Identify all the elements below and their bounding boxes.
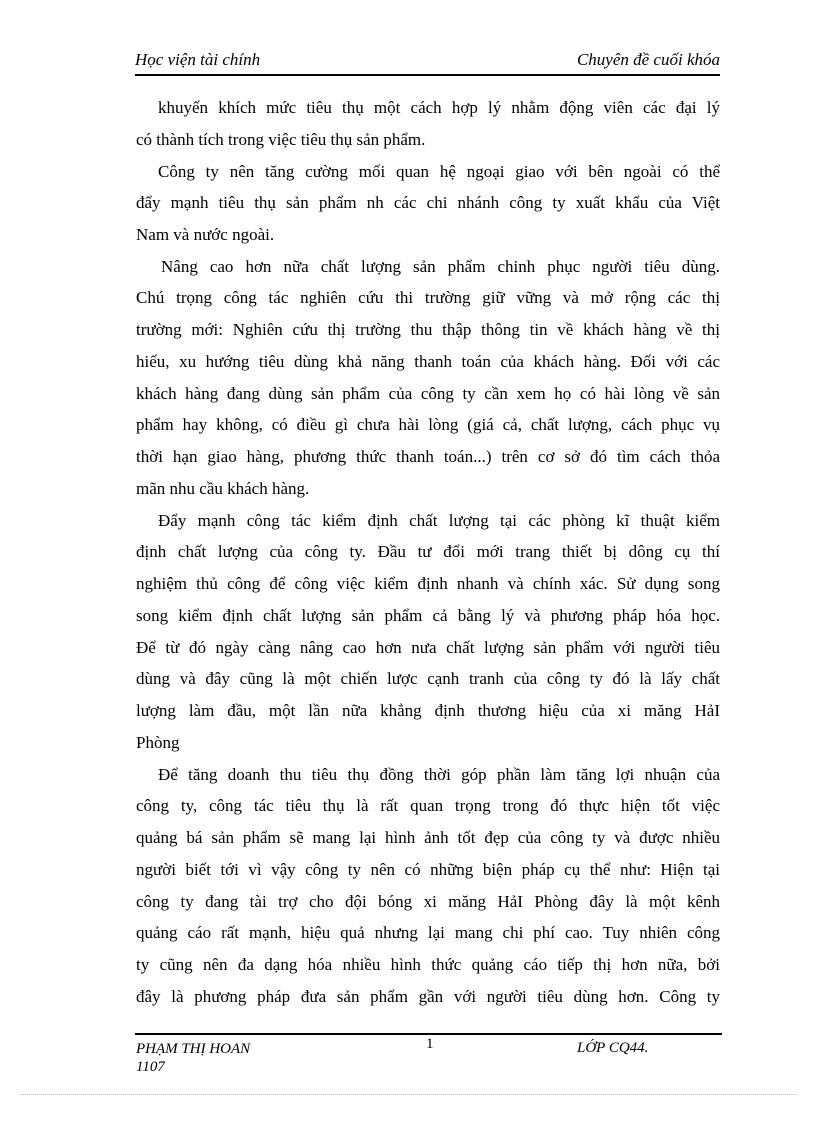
text-line: người biết tới vì vậy công ty nên có những biện pháp cụ thể như: Hiện tại (136, 860, 720, 879)
text-line: Công ty nên tăng cường mối quan hệ ngoại giao với bên ngoài có thể (158, 162, 720, 181)
text-line: đẩy mạnh tiêu thụ sản phẩm nh các chi nhánh công ty xuất khẩu của Việt (136, 193, 720, 212)
page-header (135, 48, 720, 76)
text-line: quảng cáo rất mạnh, hiệu quả nhưng lại mang chi phí cao. Tuy nhiên công (136, 923, 720, 942)
text-line: quảng bá sản phẩm sẽ mang lại hình ảnh tốt đẹp của công ty và được nhiều (136, 828, 720, 847)
text-line: ty cũng nên đa dạng hóa nhiều hình thức quảng cáo tiếp thị hơn nữa, bởi (136, 955, 720, 974)
text-line: Nam và nước ngoài. (136, 225, 275, 244)
text-line: Nâng cao hơn nữa chất lượng sản phẩm chinh phục người tiêu dùng. (161, 257, 720, 276)
text-line: khuyến khích mức tiêu thụ một cách hợp lý nhằm động viên các đại lý (158, 98, 720, 117)
footer-author-id: 1107 (136, 1059, 165, 1075)
text-line: hiếu, xu hướng tiêu dùng khả năng thanh toán của khách hàng. Đối với các (136, 352, 720, 371)
text-line: phẩm hay không, có điều gì chưa hài lòng (giá cả, chất lượng, cách phục vụ (136, 415, 720, 434)
header-institution: Học viện tài chính (135, 50, 261, 69)
footer-author-name: PHẠM THỊ HOAN (136, 1041, 251, 1057)
text-line: song kiểm định chất lượng sản phẩm cả bằng lý và phương pháp hóa học. (136, 606, 720, 625)
text-line: khách hàng đang dùng sản phẩm của công ty cần xem họ có hài lòng về sản (136, 384, 720, 403)
text-line: có thành tích trong việc tiêu thụ sản phẩm. (136, 130, 426, 149)
text-line: lượng làm đầu, một lần nữa khẳng định thương hiệu của xi măng HảI (136, 701, 720, 720)
text-line: thời hạn giao hàng, phương thức thanh toán...) trên cơ sở đó tìm cách thỏa (136, 447, 720, 466)
header-document-type: Chuyên đề cuối khóa (576, 50, 720, 69)
text-line: Chú trọng công tác nghiên cứu thi trường giữ vững và mở rộng các thị (136, 288, 720, 307)
text-line: Để từ đó ngày càng nâng cao hơn nưa chất lượng sản phẩm với người tiêu (136, 638, 720, 657)
footer-class: LỚP CQ44. (577, 1040, 649, 1056)
text-line: công ty, công tác tiêu thụ là rất quan trọng trong đó thực hiện tốt việc (136, 796, 720, 815)
text-line: công ty đang tài trợ cho đội bóng xi măng HảI Phòng đây là một kênh (136, 892, 720, 911)
text-line: định chất lượng của công ty. Đầu tư đổi mới trang thiết bị dông cụ thí (136, 542, 720, 561)
text-line: Để tăng doanh thu tiêu thụ đồng thời góp phần làm tăng lợi nhuận của (158, 765, 720, 784)
text-line: dùng và đây cũng là một chiến lược cạnh tranh của công ty đó là lấy chất (136, 669, 720, 688)
page-number: 1 (426, 1036, 434, 1052)
text-line: nghiệm thủ công để công việc kiểm định nhanh và chính xác. Sử dụng song (136, 574, 720, 593)
text-line: đây là phương pháp đưa sản phẩm gần với người tiêu dùng hơn. Công ty (136, 987, 720, 1006)
text-line: Đẩy mạnh công tác kiểm định chất lượng tại các phòng kĩ thuật kiểm (158, 511, 720, 530)
footer-author (136, 1040, 250, 1076)
text-line: Phòng (136, 733, 180, 752)
page-bottom-border (20, 1094, 796, 1095)
text-line: mãn nhu cầu khách hàng. (136, 479, 310, 498)
text-line: trường mới: Nghiên cứu thị trường thu thập thông tin về khách hàng về thị (136, 320, 720, 339)
footer-divider (135, 1033, 722, 1035)
